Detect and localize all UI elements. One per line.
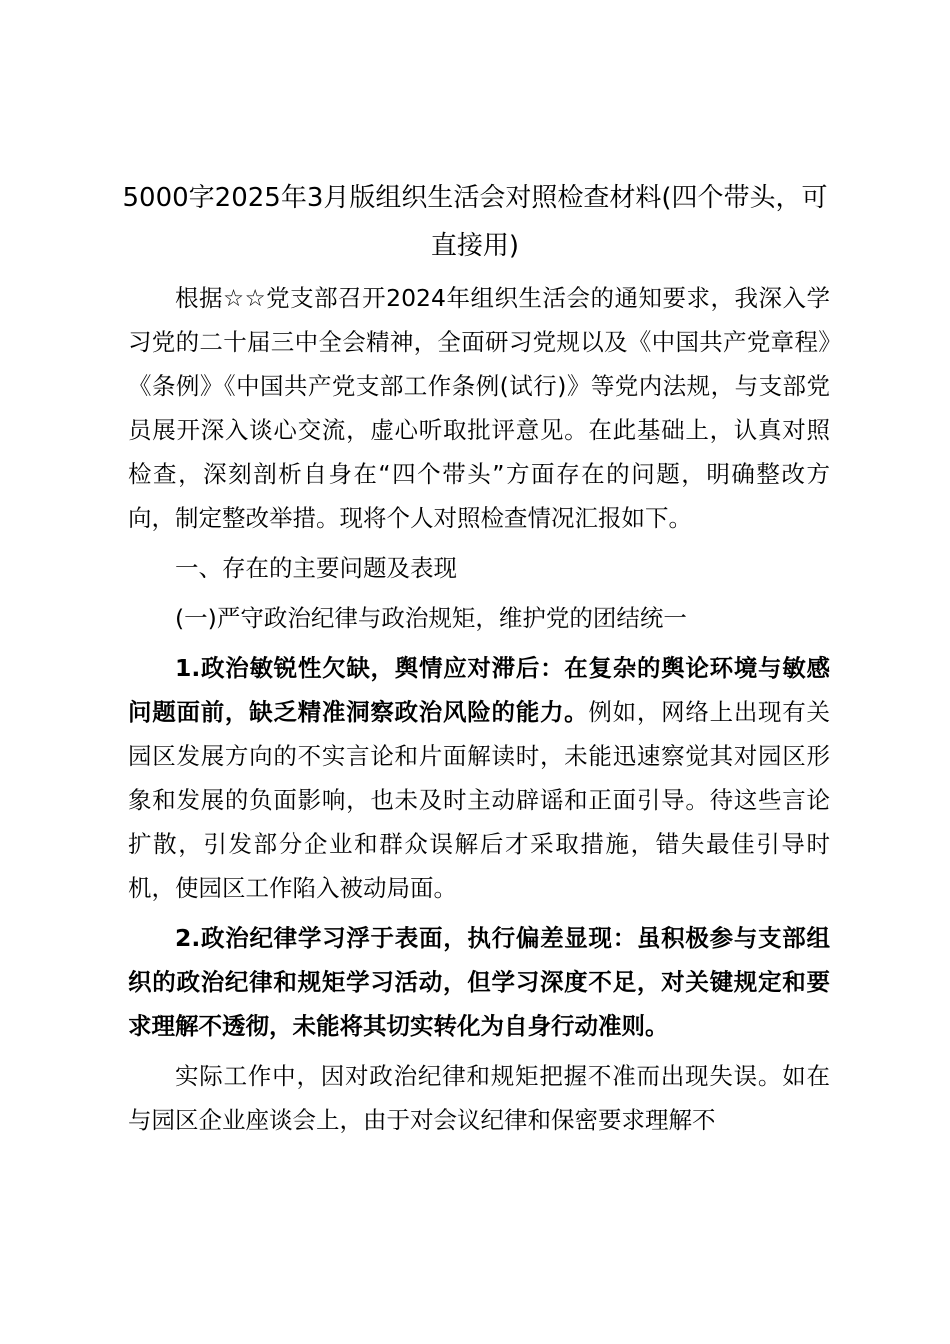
subsection-heading-text: (一)严守政治纪律与政治规矩，维护党的团结统一 — [175, 604, 687, 632]
practice-text: 实际工作中，因对政治纪律和规矩把握不准而出现失误。如在与园区企业座谈会上，由于对会议纪律和保密要求理解不 — [128, 1062, 830, 1134]
issue-paragraph-2 — [128, 916, 830, 1048]
issue-2-bold-lead: 2.政治纪律学习浮于表面，执行偏差显现：虽积极参与支部组织的政治纪律和规矩学习活动，但学习深度不足，对关键规定和要求理解不透彻，未能将其切实转化为自身行动准则。 — [128, 924, 830, 1040]
document-title: 5000字2025年3月版组织生活会对照检查材料(四个带头，可直接用) — [122, 183, 828, 261]
document-body — [128, 276, 830, 1142]
issue-paragraph-1 — [128, 646, 830, 910]
section-heading — [128, 546, 830, 590]
intro-paragraph — [128, 276, 830, 540]
issue-1-text: 例如，网络上出现有关园区发展方向的不实言论和片面解读时，未能迅速察觉其对园区形象和发展的负面影响，也未及时主动辟谣和正面引导。待这些言论扩散，引发部分企业和群众误解后才采取措施，错失最佳引导时机，使园区工作陷入被动局面。 — [128, 698, 831, 902]
section-heading-text: 一、存在的主要问题及表现 — [175, 554, 457, 582]
subsection-heading — [128, 596, 830, 640]
issue-1-bold-lead: 1.政治敏锐性欠缺，舆情应对滞后：在复杂的舆论环境与敏感问题面前，缺乏精准洞察政治风险的能力。 — [128, 654, 830, 726]
intro-text: 根据☆☆党支部召开2024年组织生活会的通知要求，我深入学习党的二十届三中全会精神，全面研习党规以及《中国共产党章程》《条例》《中国共产党支部工作条例(试行)》等党内法规，与支部党员展开深入谈心交流，虚心听取批评意见。在此基础上，认真对照检查，深刻剖析自身在“四个带头”方面存在的问题，明确整改方向，制定整改举措。现将个人对照检查情况汇报如下。 — [128, 284, 830, 532]
practice-paragraph — [128, 1054, 830, 1142]
